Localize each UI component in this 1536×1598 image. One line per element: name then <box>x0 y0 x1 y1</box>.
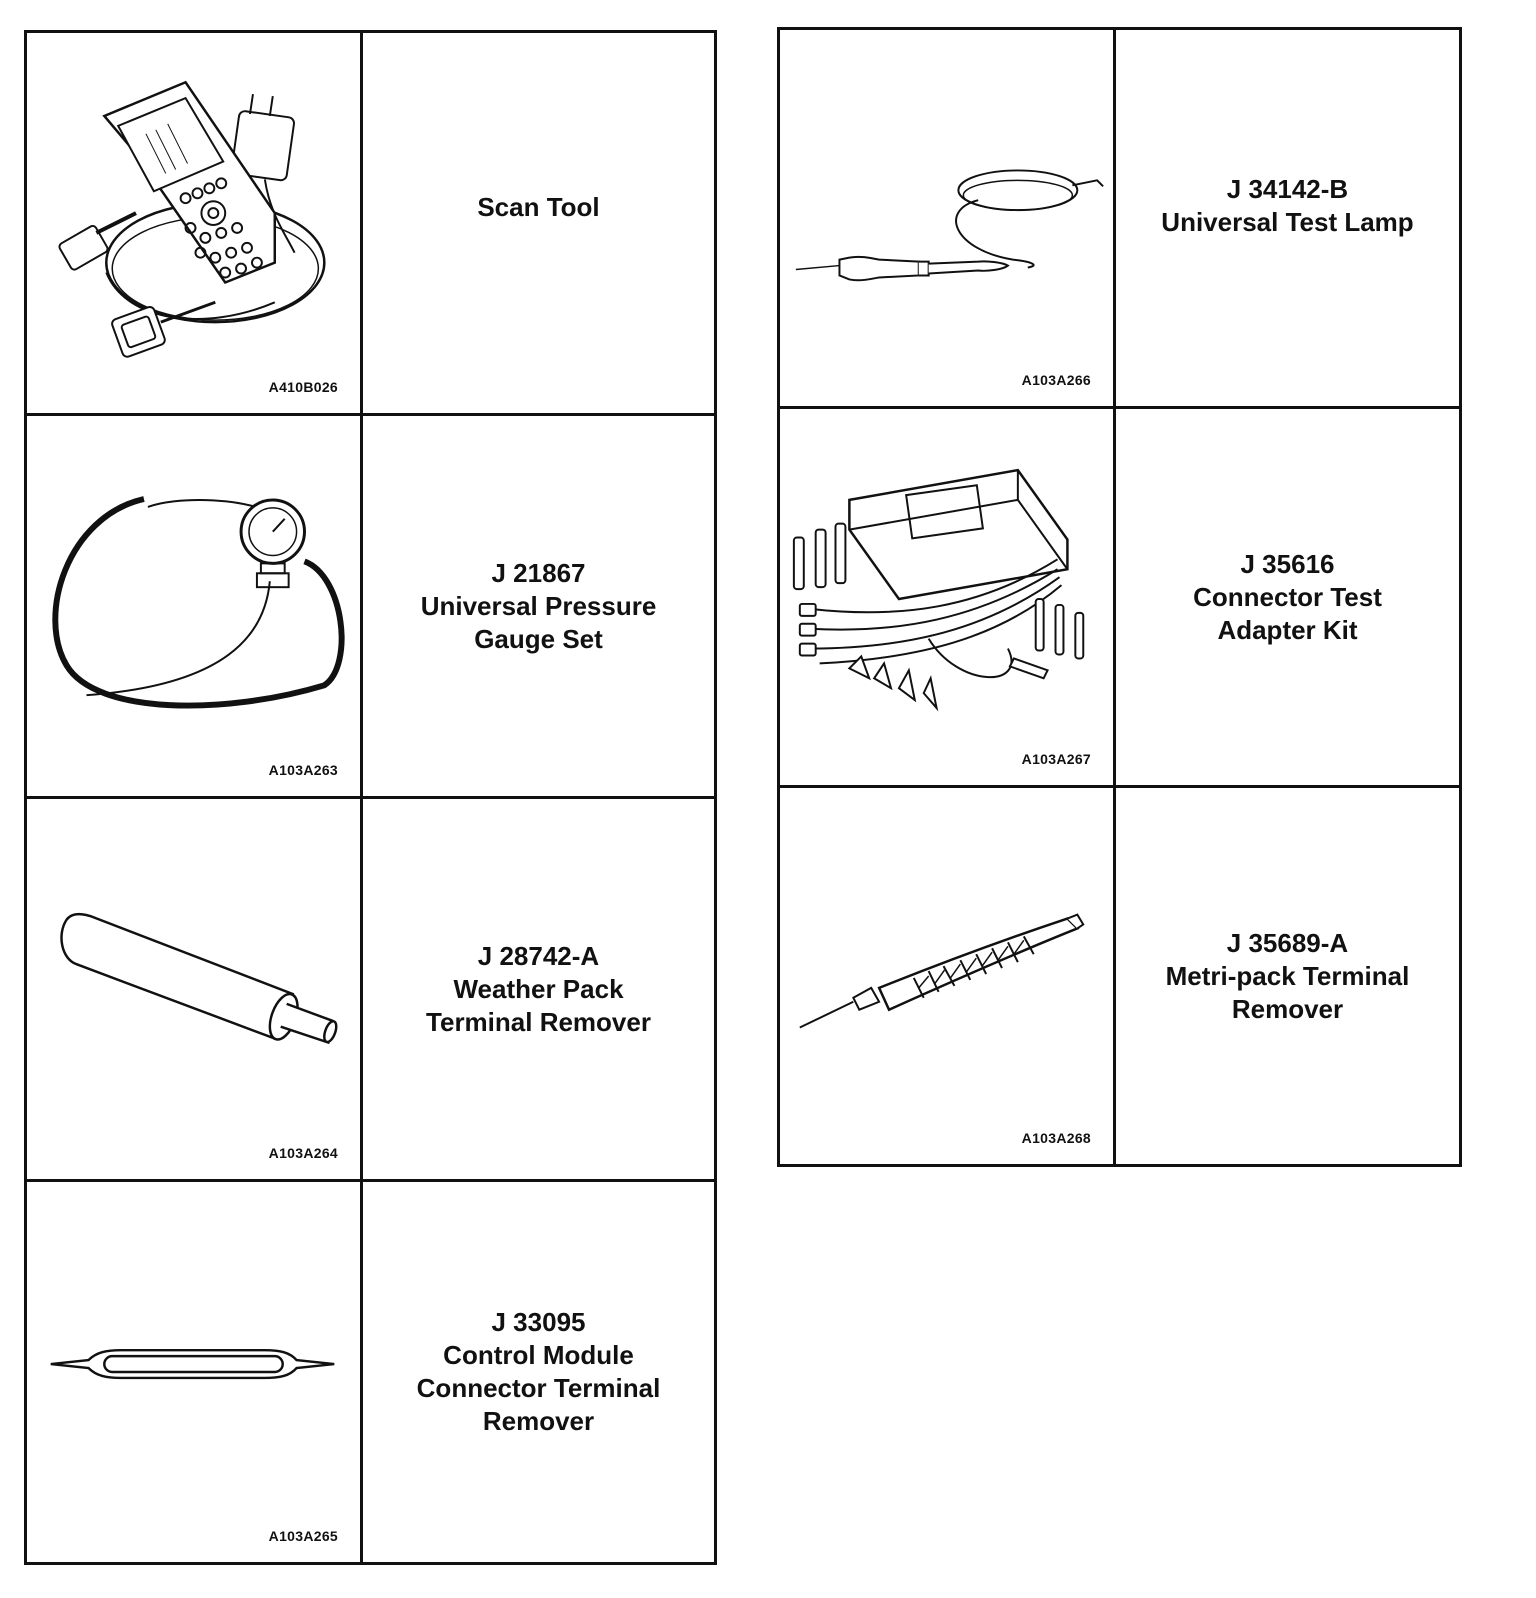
tool-image-cell <box>26 1181 362 1564</box>
figure-code: A103A268 <box>1021 1130 1091 1146</box>
tool-label-cell <box>1115 787 1461 1166</box>
metri-pack-remover-icon <box>780 788 1113 1164</box>
adapter-kit-icon <box>780 409 1113 785</box>
tool-row <box>26 32 716 415</box>
figure-code: A103A265 <box>268 1528 338 1544</box>
tool-name-line: Remover <box>482 1406 595 1436</box>
tool-image-cell <box>779 787 1115 1166</box>
tool-image-cell <box>26 32 362 415</box>
tool-row <box>779 787 1461 1166</box>
tool-label-cell <box>1115 29 1461 408</box>
scan-tool-icon <box>27 33 360 413</box>
tool-label-cell <box>362 798 716 1181</box>
tool-table-right <box>777 27 1462 1167</box>
tool-name-line: Connector Test <box>1193 581 1382 612</box>
test-lamp-icon <box>780 30 1113 406</box>
tool-image-cell <box>779 408 1115 787</box>
pressure-gauge-icon <box>27 416 360 796</box>
figure-code: A103A263 <box>268 762 338 778</box>
figure-code: A103A264 <box>268 1145 338 1161</box>
tool-image-cell <box>26 798 362 1181</box>
figure-code: A103A267 <box>1021 751 1091 767</box>
tool-row <box>26 798 716 1181</box>
tool-label-cell <box>1115 408 1461 787</box>
tool-name-line: Universal Pressure <box>420 590 657 621</box>
tool-row <box>26 1181 716 1564</box>
tool-name-line: Remover <box>1231 993 1344 1024</box>
tool-name-line: Universal Test Lamp <box>1161 207 1414 237</box>
tool-name-line: Gauge Set <box>474 623 603 654</box>
tool-table-left <box>24 30 717 1565</box>
tool-name-line: Control Module <box>443 1340 634 1370</box>
tool-label-cell <box>362 32 716 415</box>
figure-code: A410B026 <box>268 379 338 395</box>
tool-name-line: J 33095 <box>491 1307 586 1337</box>
tool-image-cell <box>779 29 1115 408</box>
tool-name-line: J 35616 <box>1240 548 1335 579</box>
tool-label-cell <box>362 415 716 798</box>
tool-name-line: J 35689-A <box>1226 927 1349 958</box>
tool-name-line: J 28742-A <box>477 940 600 971</box>
tool-name-line: Scan Tool <box>477 191 600 222</box>
weather-pack-remover-icon <box>27 799 360 1179</box>
tool-name-line: J 34142-B <box>1226 174 1349 204</box>
tool-row <box>26 415 716 798</box>
control-module-remover-icon <box>27 1182 360 1562</box>
tool-label-cell <box>362 1181 716 1564</box>
tool-row <box>779 29 1461 408</box>
tool-name-line: Metri-pack Terminal <box>1165 960 1410 991</box>
tool-name-line: J 21867 <box>491 557 586 588</box>
tool-name-line: Connector Terminal <box>416 1373 661 1403</box>
tool-name-line: Adapter Kit <box>1217 614 1358 645</box>
tool-row <box>779 408 1461 787</box>
tool-image-cell <box>26 415 362 798</box>
figure-code: A103A266 <box>1021 372 1091 388</box>
tool-name-line: Weather Pack <box>453 973 624 1004</box>
tool-name-line: Terminal Remover <box>426 1006 651 1037</box>
